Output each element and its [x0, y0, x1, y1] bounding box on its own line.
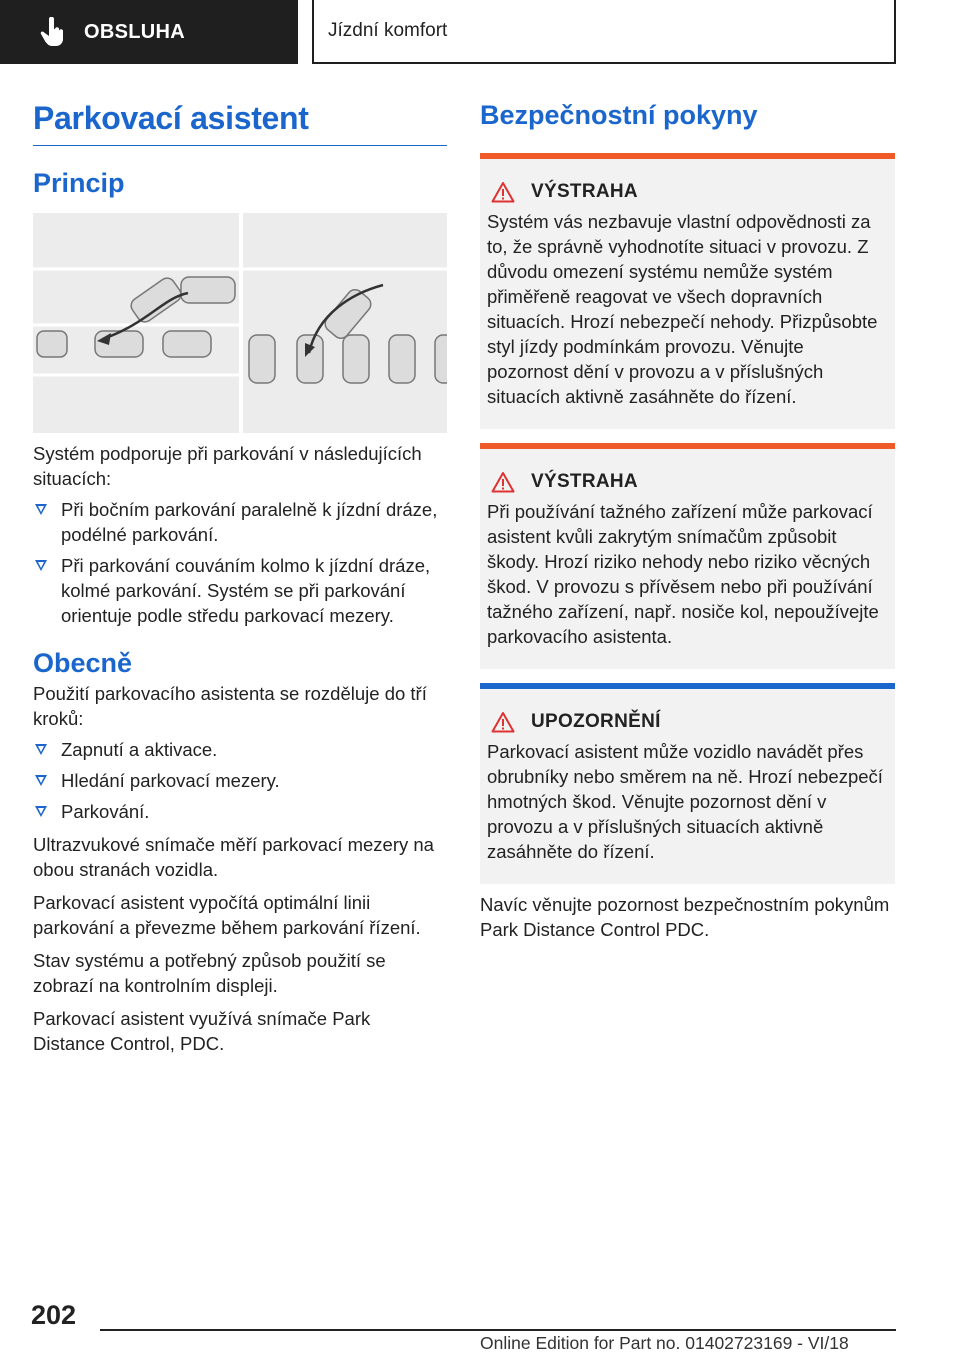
general-heading: Obecně [33, 648, 133, 678]
bullet-triangle-icon [35, 775, 47, 786]
parking-illustration [33, 213, 447, 433]
box-header [487, 471, 889, 493]
warning-triangle-icon [491, 471, 515, 493]
warning-triangle-icon [491, 711, 515, 733]
box-label: VÝSTRAHA [531, 471, 638, 492]
page-title: Parkovací asistent [33, 100, 447, 146]
warning-box [480, 443, 895, 669]
bullet-triangle-icon [35, 744, 47, 755]
section-tab [0, 0, 298, 64]
chapter-header [312, 0, 896, 64]
edition-text: Online Edition for Part no. 01402723169 - VI/18 [480, 1333, 849, 1353]
box-text: Systém vás nezbavuje vlastní odpovědnosti za to, že správně vyhodnotíte situaci v provozu. Z důvodu omezení systému nemůže systém přiměřeně reagovat ve všech dopravních situacích. Hrozí nebezpečí nehody. Přizpůsobte styl jízdy podmínkám provozu. Věnujte pozornost dění v provozu a v příslušných situacích aktivně zasáhněte do řízení. [487, 211, 878, 407]
paragraph: Stav systému a potřebný způsob použití se zobrazí na kontrolním displeji. [33, 950, 386, 996]
box-text: Při používání tažného zařízení může parkovací asistent kvůli zakrytým snímačům způsobit škody. Hrozí riziko nehody nebo riziko věcných škod. V provozu s přívěsem nebo při používání tažného zařízení, např. nosiče kol, nepoužívejte parkovacího asistenta. [487, 501, 879, 647]
principle-text: Systém podporuje při parkování v následujících situacích: [33, 443, 422, 489]
box-header [487, 711, 889, 733]
list-item: Parkování. [33, 799, 447, 824]
general-intro: Použití parkovacího asistenta se rozděluje do tří kroků: [33, 683, 427, 729]
warning-box [480, 153, 895, 429]
bullet-triangle-icon [35, 560, 47, 571]
right-column [480, 100, 895, 942]
list-item: Při bočním parkování paralelně k jízdní dráze, podélné parkování. [33, 497, 447, 547]
box-text: Parkovací asistent může vozidlo navádět přes obrubníky nebo směrem na ně. Hrozí nebezpečí hmotných škod. Věnujte pozornost dění v provozu a v příslušných situacích aktivně zasáhněte do řízení. [487, 741, 883, 862]
hand-pointer-icon [40, 17, 66, 47]
list-item: Zapnutí a aktivace. [33, 737, 447, 762]
bullet-triangle-icon [35, 504, 47, 515]
paragraph: Ultrazvukové snímače měří parkovací mezery na obou stranách vozidla. [33, 834, 434, 880]
paragraph: Parkovací asistent vypočítá optimální linii parkování a převezme během parkování řízení. [33, 892, 421, 938]
box-label: VÝSTRAHA [531, 181, 638, 202]
box-header [487, 181, 889, 203]
safety-heading: Bezpečnostní pokyny [480, 100, 758, 130]
chapter-title: Jízdní komfort [328, 20, 448, 41]
paragraph: Parkovací asistent využívá snímače Park Distance Control, PDC. [33, 1008, 371, 1054]
page-number: 202 [31, 1300, 77, 1330]
footer-divider [100, 1329, 896, 1331]
warning-triangle-icon [491, 181, 515, 203]
principle-heading: Princip [33, 168, 125, 198]
box-label: UPOZORNĚNÍ [531, 711, 661, 732]
bullet-triangle-icon [35, 806, 47, 817]
general-list [33, 737, 447, 824]
left-column [33, 100, 447, 1056]
closing-text: Navíc věnujte pozornost bezpečnostním pokynům Park Distance Control PDC. [480, 894, 890, 940]
list-item: Při parkování couváním kolmo k jízdní dráze, kolmé parkování. Systém se při parkování orientuje podle středu parkovací mezery. [33, 553, 447, 628]
principle-list [33, 497, 447, 628]
notice-box [480, 683, 895, 884]
section-title: OBSLUHA [84, 20, 185, 43]
list-item: Hledání parkovací mezery. [33, 768, 447, 793]
